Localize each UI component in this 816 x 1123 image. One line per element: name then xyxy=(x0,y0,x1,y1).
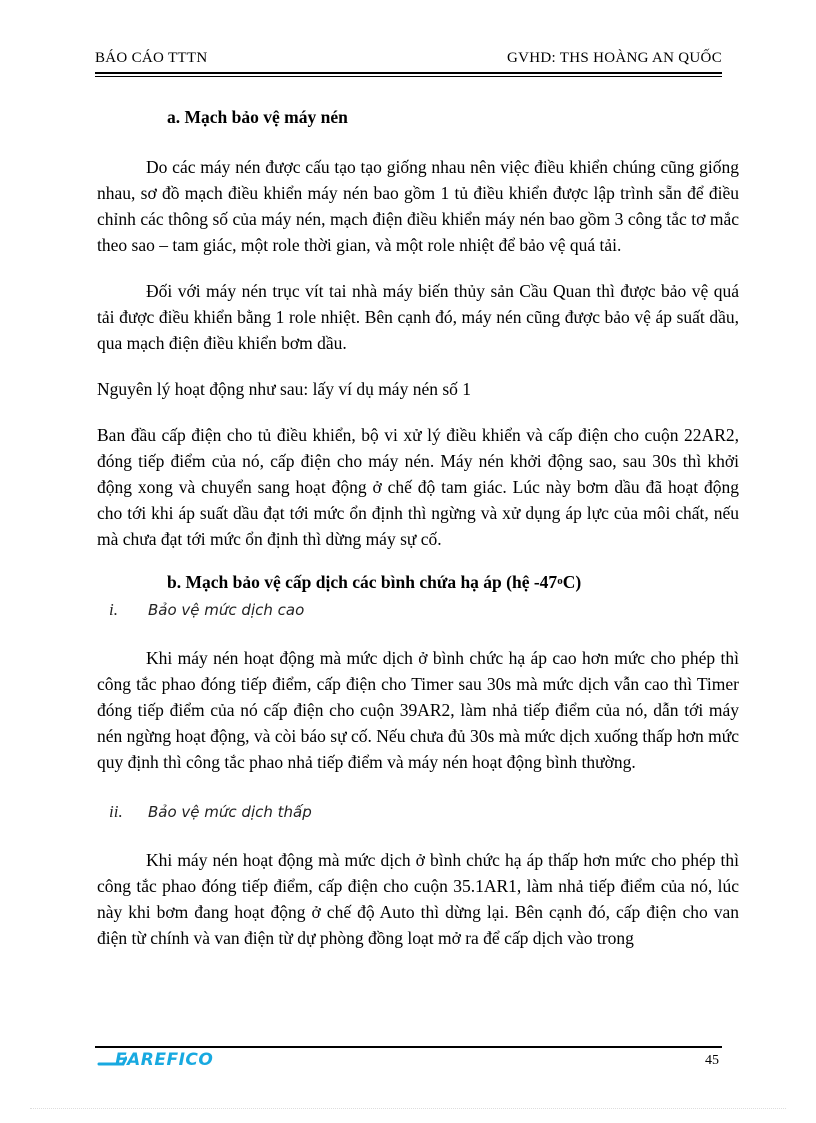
section-b-paragraph-1: Khi máy nén hoạt động mà mức dịch ở bình chức hạ áp cao hơn mức cho phép thì công tắc phao đóng tiếp điểm, cấp điện cho Timer sau 30s mà mức dịch vẫn cao thì Timer đóng tiếp điểm của nó cấp điện cho cuộn 39AR2, làm nhả tiếp điểm của nó, dẫn tới máy nén ngừng hoạt động, và còi báo sự cố. Nếu chưa đủ 30s mà mức dịch xuống thấp hơn mức quy định thì công tắc phao nhả tiếp điểm và máy nén hoạt động bình thường. xyxy=(97,648,739,772)
section-a-paragraph-3: Nguyên lý hoạt động như sau: lấy ví dụ máy nén số 1 xyxy=(97,379,472,399)
header-rule xyxy=(95,72,722,77)
subsection-i-label: Bảo vệ mức dịch cao xyxy=(148,601,305,619)
document-body xyxy=(97,100,739,951)
subsection-ii-label: Bảo vệ mức dịch thấp xyxy=(148,803,312,821)
company-logo xyxy=(97,1050,232,1072)
page-edge xyxy=(30,1108,786,1109)
section-a-paragraph-2: Đối với máy nén trục vít tai nhà máy biến thủy sản Cầu Quan thì được bảo vệ quá tải được điều khiển bằng 1 role nhiệt. Bên cạnh đó, máy nén cũng được bảo vệ áp suất dầu, qua mạch điện điều khiển bơm dầu. xyxy=(97,281,739,353)
section-b-heading xyxy=(97,568,739,595)
logo-text: EAREFICO xyxy=(115,1050,214,1070)
subsection-i xyxy=(97,597,739,623)
section-a-paragraph-1: Do các máy nén được cấu tạo tạo giống nhau nên việc điều khiển chúng cũng giống nhau, sơ đồ mạch điều khiển máy nén bao gồm 1 tủ điều khiển được lập trình sẵn để điều chỉnh các thông số của máy nén, mạch điện điều khiển máy nén bao gồm 3 công tắc tơ mắc theo sao – tam giác, một role thời gian, và một role nhiệt để bảo vệ quá tải. xyxy=(97,157,739,255)
subsection-i-number: i. xyxy=(109,600,118,619)
supervisor-label: GVHD: THS HOÀNG AN QUỐC xyxy=(507,50,722,66)
section-a-heading: a. Mạch bảo vệ máy nén xyxy=(167,107,348,127)
section-b-paragraph-2: Khi máy nén hoạt động mà mức dịch ở bình chức hạ áp thấp hơn mức cho phép thì công tắc phao đóng tiếp điểm, cấp điện cho cuộn 35.1AR1, làm nhả tiếp điểm của nó, lúc này khi bơm đang hoạt động ở chế độ Auto thì dừng lại. Bên cạnh đó, cấp điện cho van điện từ chính và van điện từ dự phòng đồng loạt mở ra để cấp dịch vào trong xyxy=(97,850,739,948)
section-b-heading-end: C) xyxy=(562,572,582,592)
subsection-ii xyxy=(97,799,739,825)
footer-rule xyxy=(95,1046,722,1048)
degree-mark: o xyxy=(557,575,563,587)
report-title: BÁO CÁO TTTN xyxy=(95,50,208,66)
section-a-paragraph-4: Ban đầu cấp điện cho tủ điều khiển, bộ vi xử lý điều khiển và cấp điện cho cuộn 22AR2, đóng tiếp điểm của nó, cấp điện cho máy nén. Máy nén khởi động sao, sau 30s thì khởi động xong và chuyển sang hoạt động ở chế độ tam giác. Lúc này bơm dầu đã hoạt động cho tới khi áp suất dầu đạt tới mức ổn định thì ngừng và xử dụng áp lực của môi chất, nếu mà chưa đạt tới mức ổn định thì dừng máy sự cố. xyxy=(97,425,739,549)
subsection-ii-number: ii. xyxy=(109,802,123,821)
page-number: 45 xyxy=(705,1053,719,1068)
section-b-heading-text: b. Mạch bảo vệ cấp dịch các bình chứa hạ áp (hệ -47 xyxy=(167,572,558,592)
